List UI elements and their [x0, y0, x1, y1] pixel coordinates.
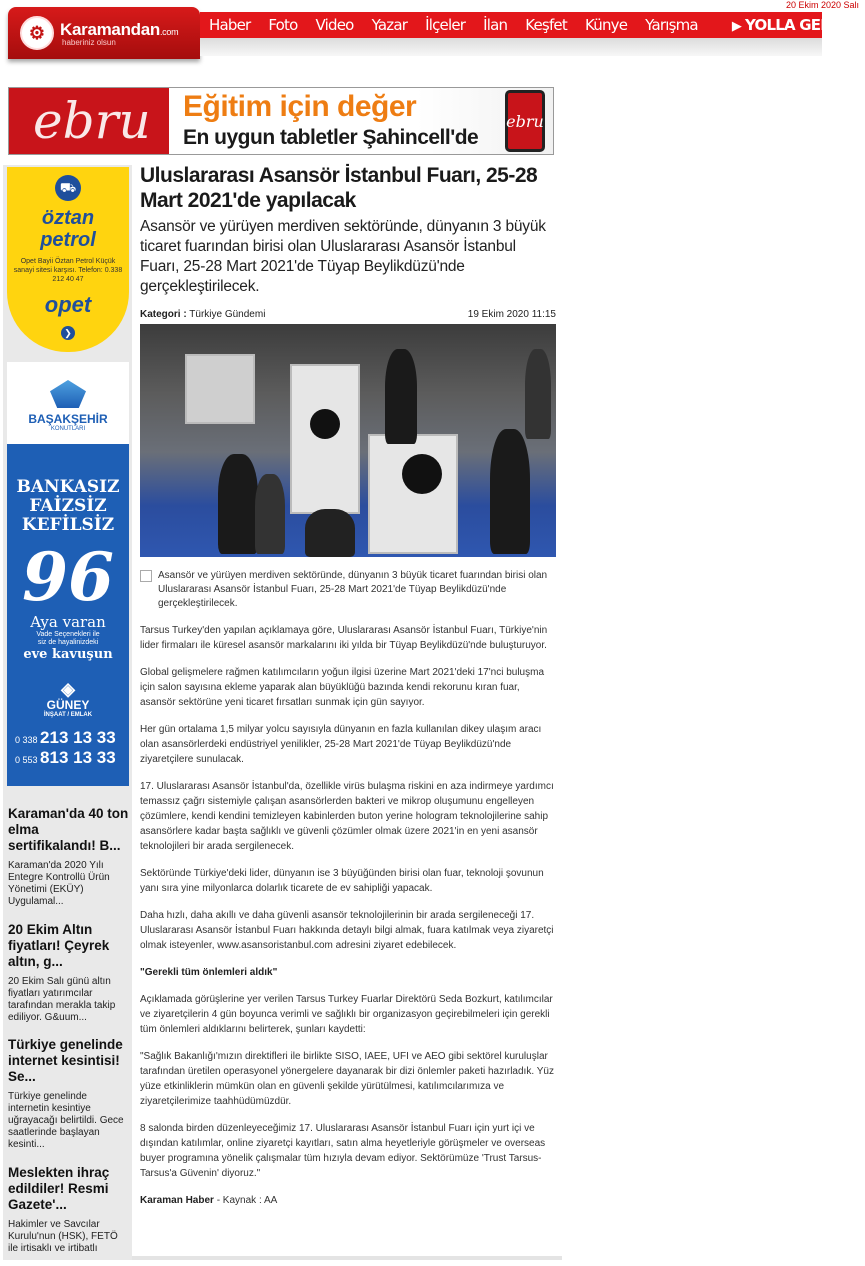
article-subheading: "Gerekli tüm önlemleri aldık" — [140, 967, 278, 978]
nav-foto[interactable]: Foto — [268, 16, 298, 34]
article-photo — [140, 324, 556, 557]
article-summary: Asansör ve yürüyen merdiven sektöründe, dünyanın 3 büyük ticaret fuarından birisi olan Uluslararası Asansör İstanbul Fuarı, 25-28 Mart 2021'de Tüyap Beylikdüzü'nde gerçekleştirilecek. — [140, 218, 546, 295]
ad-small-line-2: siz de hayalinizdeki — [37, 639, 99, 646]
side-news-desc: Hakimler ve Savcılar Kurulu'nun (HSK), FETÖ ile irtisaklı ve irtibatlı — [8, 1219, 118, 1254]
article-paragraph: Daha hızlı, daha akıllı ve daha güvenli asansör teknolojilerinin bir arada sergileneceği 17. Uluslararası Asansör İstanbul Fuarı hakkında detaylı bilgi almak, fuara katılmak veya ziyaretçi olmak isteyenler, www.asansoristanbul.com adresini ziyaret edebilecek. — [140, 910, 554, 951]
nav-kunye[interactable]: Künye — [584, 16, 628, 34]
guney-emblem-icon: ◈ — [61, 679, 75, 699]
ad-phone-2: 0 553 813 13 33 — [15, 748, 116, 767]
ad-basaksehir-name: BAŞAKŞEHİR — [28, 412, 108, 426]
car-icon: ⛟ — [55, 175, 81, 201]
opet-logo: opet — [44, 292, 92, 317]
article-paragraph: 17. Uluslararası Asansör İstanbul'da, özellikle virüs bulaşma riskini en aza indirmeye yardımcı temassız çağrı sistemiyle çalışan asansörlerden bakteri ve mikrop oluşumunu engelleyen çözümlere, kendi kendini temizleyen kabinlerden buton yerine hologram teknolojilerine sahip asansörlere kadar başta sağlıklı ve güvenli çözümler olmak üzere 2021'in en yeni asansör teknolojileri bir arada sergilenecek. — [140, 781, 554, 852]
article-meta — [140, 309, 556, 320]
article-paragraph: Tarsus Turkey'den yapılan açıklamaya göre, Uluslararası Asansör İstanbul Fuarı, Türkiye'nin lider firmaları ile küresel asansör markalarını iki yılda bir Tüyap Beylikdüzü'nde buluşturuyor. — [140, 625, 548, 651]
banner-ebru-logo: ebru — [33, 92, 151, 150]
header-date: 20 Ekim 2020 Salı — [785, 0, 859, 10]
nav-yazar[interactable]: Yazar — [371, 16, 408, 34]
logo-tagline: haberiniz olsun — [62, 38, 116, 47]
side-news-item[interactable] — [8, 806, 130, 908]
nav-yarisma[interactable]: Yarışma — [645, 16, 698, 34]
ad-oztan-petrol[interactable] — [7, 167, 129, 352]
ad-aya-varan: Aya varan — [30, 613, 106, 631]
broken-image-icon — [140, 570, 152, 582]
nav-video[interactable]: Video — [315, 16, 354, 34]
banner-brand-panel — [9, 88, 169, 154]
article-paragraph: 8 salonda birden düzenleyeceğimiz 17. Uluslararası Asansör İstanbul Fuarı için yurt içi ve dışından katılımlar, online ziyaretçi kayıtları, satın alma heyetleriyle görüşmeler ve overseas buyer programına yönelik çalışmalar tüm hızıyla devam ediyor. Sektörümüze 'Trust Tarsus-Tarsus'a Güvenin' diyoruz." — [140, 1123, 546, 1179]
ad-line-bankasiz: BANKASIZ — [16, 477, 120, 497]
side-news-desc: Karaman'da 2020 Yılı Entegre Kontrollü Ürün Yönetimi (EKÜY) Uygulamal... — [8, 860, 110, 907]
side-news-item[interactable] — [8, 922, 130, 1024]
ad-line-faizsiz: FAİZSİZ — [29, 496, 107, 516]
side-news-item[interactable] — [8, 1165, 130, 1255]
ad-months-number: 96 — [22, 538, 114, 616]
ad-basaksehir-header — [7, 362, 129, 444]
banner-tablet-icon: ebru — [505, 90, 545, 152]
ad-phone-1: 0 338 213 13 33 — [15, 728, 116, 747]
nav-yolla-gelsin[interactable]: ▶ YOLLA GELSİN — [731, 16, 856, 34]
side-news-desc: Türkiye genelinde internetin kesintiye uğrayacağı belirtildi. Gece saatlerinde başlayan kesinti... — [8, 1091, 124, 1150]
nav-ilan[interactable]: İlan — [483, 16, 508, 34]
ad-eve-kavusun: eve kavuşun — [23, 647, 113, 662]
basaksehir-emblem-icon — [50, 380, 86, 408]
category-link[interactable]: Türkiye Gündemi — [189, 309, 266, 320]
logo-emblem-icon: ⚙ — [20, 16, 54, 50]
ad-basaksehir-konutlari[interactable] — [7, 362, 129, 786]
guney-sub: İNŞAAT / EMLAK — [43, 712, 93, 718]
ad-line-kefilsiz: KEFİLSİZ — [21, 515, 115, 535]
ad-oztan-address: Opet Bayii Öztan Petrol Küçük sanayi sitesi karşısı. Telefon: 0.338 212 40 47 — [13, 258, 123, 283]
guney-logo — [7, 680, 129, 718]
side-news-title[interactable]: Meslekten ihraç edildiler! Resmi Gazete'... — [8, 1165, 110, 1212]
side-news-title[interactable]: Karaman'da 40 ton elma sertifikalandı! B... — [8, 806, 129, 853]
chevron-right-icon: ❯ — [61, 326, 75, 340]
photo-caption: Asansör ve yürüyen merdiven sektöründe, dünyanın 3 büyük ticaret fuarından birisi olan Uluslararası Asansör İstanbul Fuarı, 25-28 Mart 2021'de Tüyap Beylikdüzü'nde gerçekleştirilecek. — [140, 569, 556, 611]
nav-haber[interactable]: Haber — [209, 16, 251, 34]
article-paragraph: Sektöründe Türkiye'deki lider, dünyanın ise 3 büyüğünden birisi olan fuar, teknoloji şovunun yanı sıra yine milyonlarca dolarlık ticarete de ev sahipliği yapacak. — [140, 868, 544, 894]
article-paragraph: Açıklamada görüşlerine yer verilen Tarsus Turkey Fuarlar Direktörü Seda Bozkurt, katılımcılar ve ziyaretçilerin 4 gün boyunca verimli ve sağlıklı bir organizasyon geçirebilmeleri için gerekli tüm önlemleri aldıklarını belirterek, şunları kaydetti: — [140, 994, 553, 1035]
article-paragraph: "Sağlık Bakanlığı'mızın direktifleri ile birlikte SISO, IAEE, UFI ve AEO gibi sektörel kuruluşlar tarafından üretilen operasyonel yönergelere dayanarak bir dizi önlemler paketi hazırladık. Yüz yüze etkinliklerin mümkün olan en güvenli şekilde yürütülmesi, katılımcılarımıza ve ziyaretçilerimize taahhüdümüzdür. — [140, 1051, 554, 1107]
nav-kesfet[interactable]: Keşfet — [525, 16, 567, 34]
article-headline: Uluslararası Asansör İstanbul Fuarı, 25-28 Mart 2021'de yapılacak — [140, 164, 538, 212]
article-paragraph: Global gelişmelere rağmen katılımcıların yoğun ilgisi üzerine Mart 2021'deki 17'nci buluşma için salon sayısına ekleme yaparak alan büyüklüğü bazında kendi rekorunu kıran fuar, asansör sektörüne yeni ticaret fırsatları sunmak için gün sayıyor. — [140, 667, 545, 708]
site-logo[interactable] — [8, 7, 200, 59]
ad-banner-sahincell[interactable] — [8, 87, 554, 155]
nav-shadow — [200, 38, 822, 56]
play-icon: ▶ — [731, 19, 742, 34]
main-nav — [200, 12, 856, 38]
banner-headline: Eğitim için değer — [183, 90, 417, 123]
side-news-item[interactable] — [8, 1037, 130, 1151]
article-paragraph: Her gün ortalama 1,5 milyar yolcu sayısıyla dünyanın en fazla kullanılan dikey ulaşım aracı olan asansörlerdeki endüstriyel yenilikler, 25-28 Mart 2021'de Tüyap Beylikdüzü'nde ziyaretçilere sunulacak. — [140, 724, 542, 765]
article-byline: Karaman Haber - Kaynak : AA — [140, 1195, 278, 1206]
side-news-title[interactable]: 20 Ekim Altın fiyatları! Çeyrek altın, g... — [8, 922, 110, 969]
side-news-title[interactable]: Türkiye genelinde internet kesintisi! Se... — [8, 1037, 123, 1084]
ad-small-line-1: Vade Seçenekleri ile — [36, 631, 100, 638]
article-datetime: 19 Ekim 2020 11:15 — [467, 309, 556, 320]
article-category: Kategori : Türkiye Gündemi — [140, 309, 266, 320]
ad-basaksehir-sub: KONUTLARI — [50, 426, 86, 432]
logo-name: Karamandan.com — [60, 20, 179, 39]
ad-oztan-brand: öztan petrol — [40, 207, 96, 251]
banner-subline: En uygun tabletler Şahincell'de — [183, 126, 479, 149]
article — [140, 163, 556, 1206]
horizontal-scrollbar[interactable] — [132, 1256, 562, 1260]
nav-ilceler[interactable]: İlçeler — [425, 16, 466, 34]
side-news-desc: 20 Ekim Salı günü altın fiyatları yatırımcılar tarafından merakla takip ediliyor. G&uum... — [8, 976, 116, 1023]
guney-name: GÜNEY — [46, 698, 90, 712]
